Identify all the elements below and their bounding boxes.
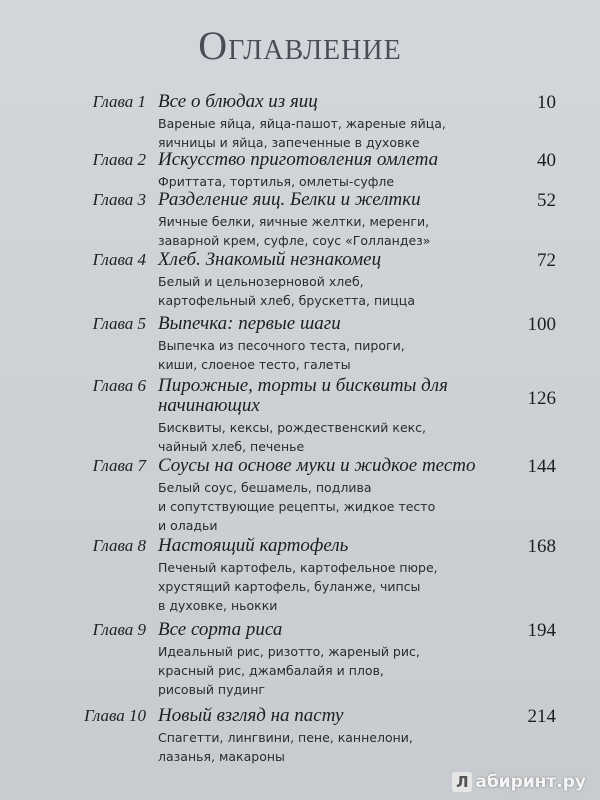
chapter-description-line: хрустящий картофель, буланже, чипсы [158, 579, 421, 594]
page-number: 168 [527, 536, 556, 557]
chapter-description-line: в духовке, ньокки [158, 598, 278, 613]
page-number: 144 [527, 456, 556, 477]
chapter-description-line: Печеный картофель, картофельное пюре, [158, 560, 438, 575]
chapter-description-line: яичницы и яйца, запеченные в духовке [158, 135, 420, 150]
chapter-number: Глава 9 [92, 620, 146, 639]
chapter-title: Хлеб. Знакомый незнакомец [158, 249, 382, 270]
chapter-description-line: Вареные яйца, яйца-пашот, жареные яйца, [158, 116, 446, 131]
page-number: 52 [537, 190, 556, 211]
watermark [452, 772, 586, 792]
chapter-number: Глава 2 [92, 150, 146, 169]
chapter-description-line: и оладьи [158, 518, 218, 533]
chapter-title: Новый взгляд на пасту [158, 705, 344, 726]
chapter-description-line: красный рис, джамбалайя и плов, [158, 663, 384, 678]
chapter-number: Глава 8 [92, 536, 146, 555]
chapter-description-line: Бисквиты, кексы, рождественский кекс, [158, 420, 427, 435]
chapter-description-line: Идеальный рис, ризотто, жареный рис, [158, 644, 420, 659]
labirint-logo-icon: Л [452, 772, 472, 792]
chapter-title: Все сорта риса [158, 619, 283, 640]
chapter-number: Глава 1 [92, 92, 146, 111]
watermark-text: абиринт.ру [475, 772, 586, 792]
chapter-title: Искусство приготовления омлета [158, 149, 439, 170]
chapter-number: Глава 5 [92, 314, 146, 333]
chapter-title: Соусы на основе муки и жидкое тесто [158, 455, 476, 476]
page-number: 72 [537, 250, 556, 271]
chapter-title: Пирожные, торты и бисквиты для начинающих [158, 375, 448, 416]
chapter-number: Глава 6 [92, 376, 146, 395]
page-title: Оглавление [198, 23, 402, 68]
chapter-description-line: Яичные белки, яичные желтки, меренги, [158, 214, 430, 229]
chapter-number: Глава 4 [92, 250, 146, 269]
page-number: 100 [527, 314, 556, 335]
page-number: 10 [537, 92, 556, 113]
chapter-description-line: лазанья, макароны [158, 749, 285, 764]
page-number: 214 [527, 706, 556, 727]
page-number: 194 [527, 620, 556, 641]
chapter-description-line: Белый и цельнозерновой хлеб, [158, 274, 364, 289]
page-number: 126 [527, 388, 556, 409]
chapter-title: Все о блюдах из яиц [158, 91, 318, 112]
chapter-description-line: рисовый пудинг [158, 682, 265, 697]
chapter-description-line: и сопутствующие рецепты, жидкое тесто [158, 499, 436, 514]
chapter-title: Настоящий картофель [158, 535, 349, 556]
chapter-number: Глава 10 [84, 706, 146, 725]
chapter-description-line: заварной крем, суфле, соус «Голландез» [158, 233, 431, 248]
chapter-number: Глава 7 [92, 456, 146, 475]
chapter-description-line: чайный хлеб, печенье [158, 439, 305, 454]
chapter-description-line: Белый соус, бешамель, подлива [158, 480, 372, 495]
page-number: 40 [537, 150, 556, 171]
chapter-number: Глава 3 [92, 190, 146, 209]
chapter-description-line: картофельный хлеб, брускетта, пицца [158, 293, 415, 308]
chapter-description-line: киши, слоеное тесто, галеты [158, 357, 351, 372]
chapter-description-line: Фриттата, тортилья, омлеты-суфле [158, 174, 395, 189]
chapter-description-line: Выпечка из песочного теста, пироги, [158, 338, 405, 353]
chapter-title: Разделение яиц. Белки и желтки [158, 189, 421, 210]
chapter-description-line: Спагетти, лингвини, пене, каннелони, [158, 730, 413, 745]
chapter-title: Выпечка: первые шаги [158, 313, 341, 334]
